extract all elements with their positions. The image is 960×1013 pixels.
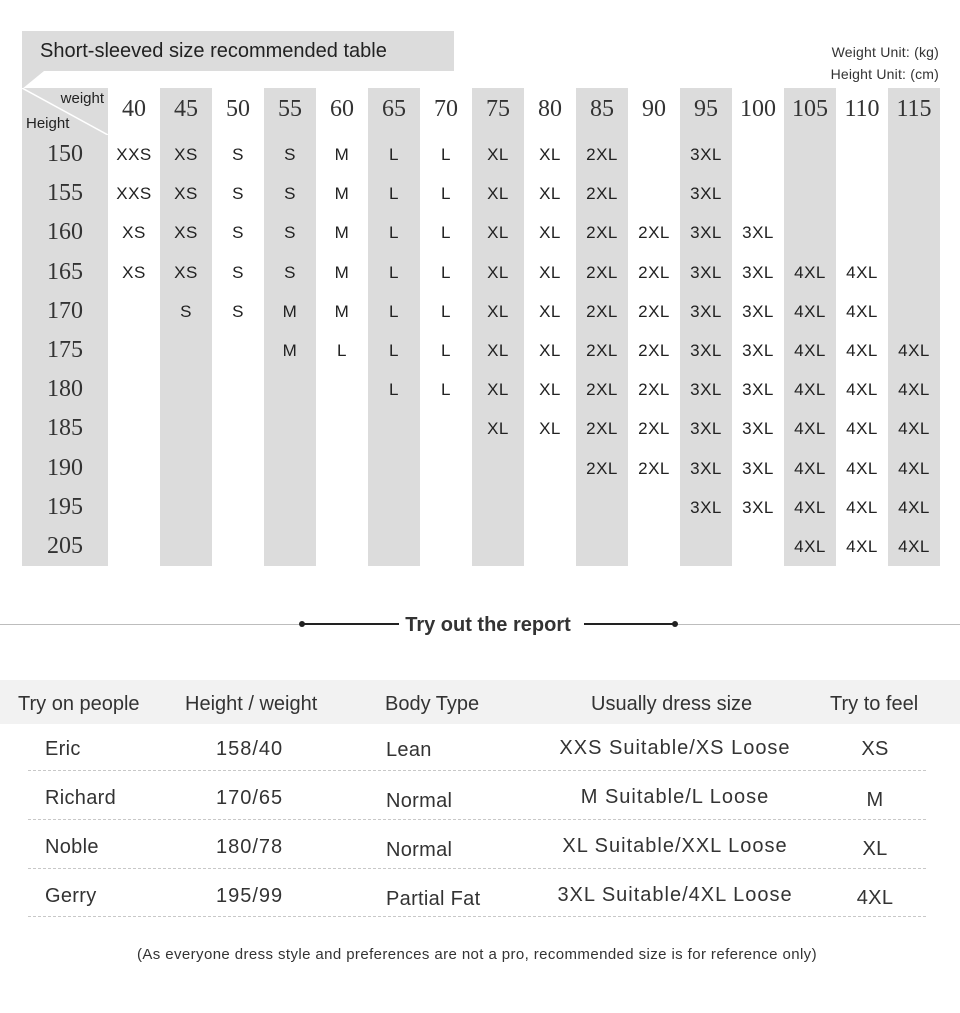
weight-header: 45 (174, 96, 198, 122)
size-cell: 3XL (742, 223, 774, 243)
size-cell: 2XL (586, 341, 618, 360)
report-body-type: Normal (386, 790, 453, 812)
weight-header: 40 (122, 96, 146, 122)
size-cell: L (389, 341, 399, 360)
table-title: Short-sleeved size recommended table (40, 40, 387, 62)
report-person-name: Noble (45, 836, 99, 858)
report-row-separator (28, 770, 926, 771)
size-cell: 4XL (846, 262, 878, 282)
report-person-name: Eric (45, 738, 81, 760)
report-header-height-weight: Height / weight (185, 693, 318, 715)
size-cell: L (441, 223, 451, 243)
report-body-type: Partial Fat (386, 888, 481, 910)
report-row-separator (28, 868, 926, 869)
size-cell: 3XL (690, 341, 722, 360)
size-cell: 2XL (586, 380, 618, 400)
report-person-name: Richard (45, 787, 117, 809)
size-cell: S (232, 184, 244, 204)
report-row-separator (28, 916, 926, 917)
size-cell: XL (539, 301, 561, 321)
size-cell: 4XL (846, 419, 878, 439)
size-cell: 3XL (742, 380, 774, 400)
size-cell: M (334, 301, 350, 321)
height-header: 150 (47, 141, 83, 167)
size-cell: 4XL (794, 419, 826, 439)
size-cell: 4XL (846, 458, 878, 478)
size-cell: XS (174, 184, 198, 204)
size-cell: 3XL (690, 145, 722, 164)
size-cell: S (284, 262, 296, 282)
size-cell: 2XL (586, 301, 618, 321)
size-cell: XL (487, 380, 509, 400)
report-body-type: Normal (386, 839, 453, 861)
size-cell: XL (539, 262, 561, 282)
weight-header: 100 (740, 96, 776, 122)
size-cell: 2XL (586, 223, 618, 243)
size-cell: 3XL (690, 419, 722, 439)
height-header: 160 (47, 219, 83, 246)
size-cell: XS (174, 223, 198, 243)
weight-header: 60 (330, 96, 354, 122)
size-cell: L (441, 341, 451, 360)
size-cell: XL (539, 223, 561, 243)
size-cell: 2XL (638, 380, 670, 400)
size-cell: M (334, 262, 350, 282)
size-cell: XL (487, 184, 509, 204)
size-cell: 4XL (794, 497, 826, 517)
footnote: (As everyone dress style and preferences are not a pro, recommended size is for reference only) (137, 946, 817, 963)
size-cell: S (232, 301, 244, 321)
size-cell: XL (539, 380, 561, 400)
size-cell: XS (122, 223, 146, 243)
size-cell: S (284, 184, 296, 204)
size-cell: 4XL (846, 380, 878, 400)
report-header-people: Try on people (18, 693, 140, 715)
size-cell: M (334, 145, 350, 164)
weight-header: 75 (486, 96, 510, 122)
size-cell: 4XL (898, 497, 930, 517)
size-cell: 3XL (742, 419, 774, 439)
size-cell: XXS (116, 145, 152, 164)
weight-header: 95 (694, 96, 718, 122)
size-cell: 4XL (794, 380, 826, 400)
size-cell: 4XL (794, 301, 826, 321)
size-cell: 3XL (742, 262, 774, 282)
size-cell: 2XL (586, 458, 618, 478)
weight-header: 70 (434, 96, 458, 122)
report-header-row (0, 680, 960, 724)
report-body-type: Lean (386, 739, 432, 761)
size-cell: L (389, 184, 399, 204)
size-cell: S (232, 262, 244, 282)
weight-header: 55 (278, 96, 302, 122)
size-cell: XS (122, 262, 146, 282)
size-cell: S (180, 301, 192, 321)
report-usual-size: M Suitable/L Loose (580, 786, 770, 808)
report-row-separator (28, 819, 926, 820)
size-cell: 2XL (638, 458, 670, 478)
height-header: 180 (47, 376, 83, 403)
report-header-feel: Try to feel (830, 693, 919, 715)
size-recommendation-table (22, 88, 938, 566)
size-cell: XXS (116, 184, 152, 204)
height-header: 165 (47, 258, 83, 285)
size-cell: 4XL (794, 458, 826, 478)
size-cell: XS (174, 145, 198, 164)
size-cell: 2XL (638, 301, 670, 321)
height-header: 195 (47, 493, 83, 520)
report-usual-size: XXS Suitable/XS Loose (559, 737, 791, 759)
corner-height-label: Height (26, 115, 70, 132)
report-usual-size: 3XL Suitable/4XL Loose (557, 884, 793, 906)
size-cell: 4XL (846, 537, 878, 556)
weight-header: 85 (590, 96, 614, 122)
size-cell: S (232, 145, 244, 164)
size-cell: 4XL (898, 419, 930, 439)
height-unit-label: Height Unit: (cm) (830, 66, 939, 82)
size-cell: M (282, 341, 298, 360)
size-cell: L (389, 380, 399, 400)
size-cell: 3XL (690, 497, 722, 517)
section-title: Try out the report (405, 614, 571, 636)
size-cell: 4XL (794, 341, 826, 360)
size-cell: XL (487, 341, 509, 360)
size-cell: S (284, 223, 296, 243)
size-cell: L (441, 184, 451, 204)
title-tab-notch (22, 71, 44, 89)
weight-header: 105 (792, 96, 828, 122)
weight-column-background (628, 88, 680, 566)
size-cell: 4XL (846, 301, 878, 321)
height-header: 190 (47, 454, 83, 481)
size-cell: XS (174, 262, 198, 282)
size-cell: XL (487, 301, 509, 321)
size-cell: L (441, 301, 451, 321)
weight-header: 80 (538, 96, 562, 122)
table-title-tab (22, 31, 454, 71)
size-cell: XL (539, 341, 561, 360)
size-cell: 2XL (638, 341, 670, 360)
report-feel: 4XL (856, 887, 894, 909)
size-cell: XL (539, 145, 561, 164)
report-feel: M (866, 789, 884, 811)
size-cell: 4XL (794, 537, 826, 556)
height-header: 170 (47, 297, 83, 324)
height-header: 185 (47, 415, 83, 442)
weight-header: 65 (382, 96, 406, 122)
size-cell: 3XL (742, 341, 774, 360)
report-feel: XL (862, 838, 888, 860)
size-cell: XL (487, 145, 509, 164)
size-cell: 2XL (638, 262, 670, 282)
size-cell: M (282, 301, 298, 321)
size-cell: 4XL (898, 380, 930, 400)
report-height-weight: 195/99 (216, 885, 284, 907)
size-cell: L (441, 380, 451, 400)
weight-column-background (784, 88, 836, 566)
size-cell: L (389, 223, 399, 243)
weight-column-background (836, 88, 888, 566)
size-cell: 3XL (690, 223, 722, 243)
corner-weight-label: weight (60, 90, 104, 107)
size-cell: 4XL (898, 341, 930, 360)
size-cell: 2XL (586, 145, 618, 164)
size-cell: XL (539, 184, 561, 204)
size-cell: XL (487, 223, 509, 243)
size-cell: 3XL (690, 262, 722, 282)
size-cell: M (334, 223, 350, 243)
weight-header: 110 (844, 96, 880, 122)
report-header-usual-size: Usually dress size (591, 693, 753, 715)
report-feel: XS (861, 738, 889, 760)
size-cell: L (337, 341, 347, 360)
size-cell: 3XL (742, 301, 774, 321)
height-header: 205 (47, 533, 83, 559)
size-cell: 3XL (690, 301, 722, 321)
size-cell: 4XL (898, 537, 930, 556)
size-cell: 4XL (794, 262, 826, 282)
size-cell: S (284, 145, 296, 164)
report-height-weight: 170/65 (216, 787, 284, 809)
size-cell: 4XL (898, 458, 930, 478)
size-cell: 4XL (846, 341, 878, 360)
size-cell: 4XL (846, 497, 878, 517)
weight-header: 115 (896, 96, 932, 122)
report-header-body-type: Body Type (385, 693, 480, 715)
size-cell: L (441, 262, 451, 282)
size-cell: 2XL (638, 223, 670, 243)
report-height-weight: 180/78 (216, 836, 284, 858)
weight-column-background (888, 88, 940, 566)
size-cell: M (334, 184, 350, 204)
size-cell: 2XL (586, 184, 618, 204)
report-height-weight: 158/40 (216, 738, 284, 760)
weight-column-background (732, 88, 784, 566)
size-cell: L (389, 301, 399, 321)
weight-unit-label: Weight Unit: (kg) (831, 44, 939, 60)
size-cell: 2XL (638, 419, 670, 439)
size-cell: 2XL (586, 262, 618, 282)
size-cell: XL (539, 419, 561, 439)
size-cell: 3XL (742, 497, 774, 517)
size-cell: S (232, 223, 244, 243)
size-cell: L (441, 145, 451, 164)
size-cell: 2XL (586, 419, 618, 439)
size-cell: 3XL (742, 458, 774, 478)
report-person-name: Gerry (45, 885, 97, 907)
table-corner-cell (22, 88, 108, 135)
weight-header: 50 (226, 96, 250, 122)
size-cell: 3XL (690, 458, 722, 478)
size-cell: XL (487, 419, 509, 439)
height-header: 155 (47, 180, 83, 207)
size-cell: L (389, 145, 399, 164)
report-usual-size: XL Suitable/XXL Loose (562, 835, 788, 857)
size-cell: L (389, 262, 399, 282)
height-header: 175 (47, 337, 83, 363)
size-cell: 3XL (690, 184, 722, 204)
size-cell: 3XL (690, 380, 722, 400)
weight-header: 90 (642, 96, 666, 122)
size-cell: XL (487, 262, 509, 282)
